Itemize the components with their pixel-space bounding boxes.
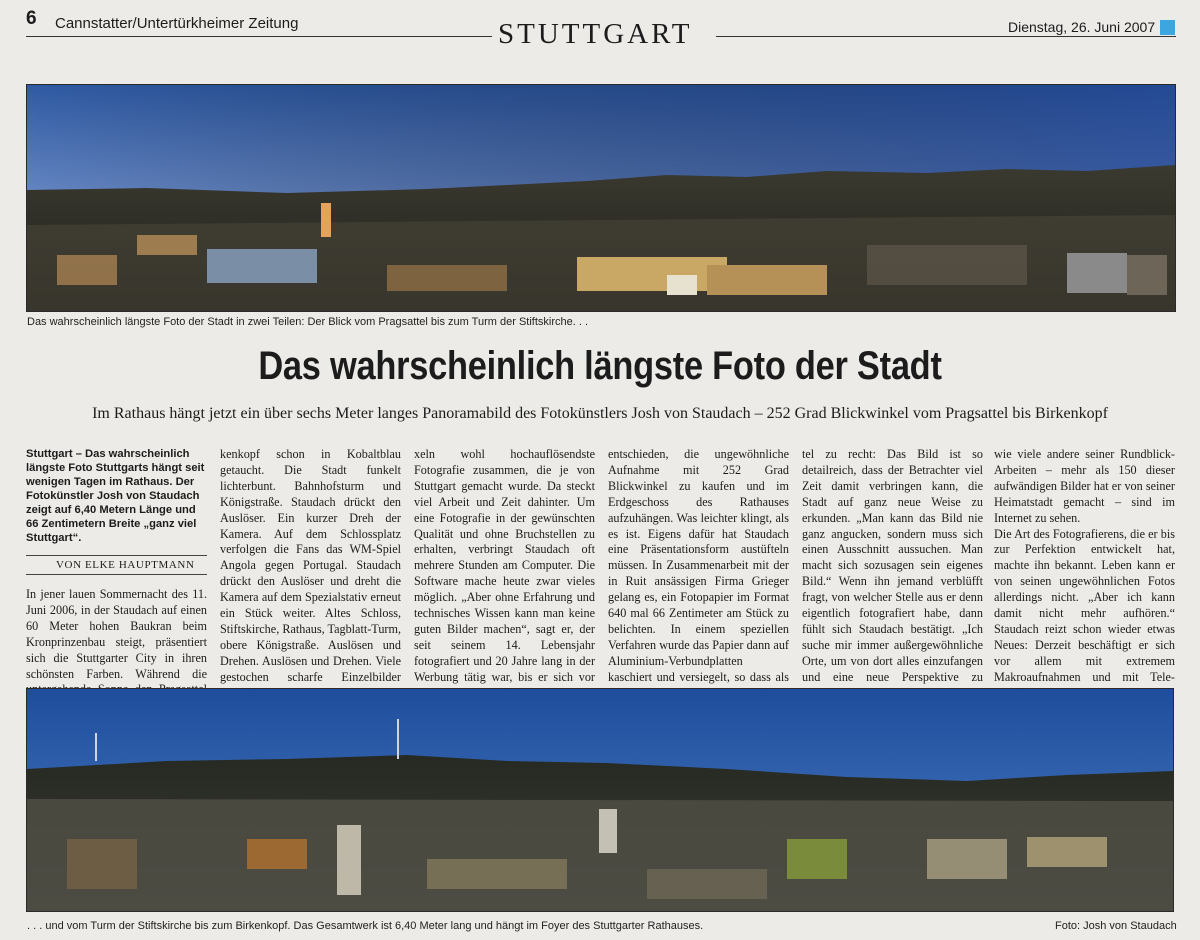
header-rule-right	[716, 36, 1176, 37]
page-header	[0, 0, 1200, 50]
top-photo-caption: Das wahrscheinlich längste Foto der Stadt in zwei Teilen: Der Blick vom Pragsattel bis zum Turm der Stiftskirche. . .	[27, 316, 589, 328]
body-paragraph: Die Art des Fotografierens, die er bis zur Perfektion entwickelt hat, machte ihn bekannt. Leben kann er von seinen ungewöhnlichen Fotos allerdings nicht. „Aber ich kann damit nicht mehr aufhören.“ Staudach reizt schon wieder etwas Neues: Derzeit beschäftigt er sich vor allem mit extremem Makroaufnahmen und mit Tele-	[994, 526, 1175, 684]
issue-date: Dienstag, 26. Juni 2007	[1008, 19, 1156, 35]
photo-credit: Foto: Josh von Staudach	[1055, 920, 1177, 932]
headline: Das wahrscheinlich längste Foto der Stadt	[258, 344, 942, 388]
lead-paragraph: Stuttgart – Das wahrscheinlich längste Foto Stuttgarts hängt seit wenigen Tagen im Rathaus. Der Fotokünstler Josh von Staudach zeigt auf 6,40 Metern Länge und 66 Zentimetern Breite „ganz viel Stuttgart“.	[26, 448, 205, 544]
body-paragraph: wie viele andere seiner Rundblick-Arbeiten – mehr als 150 dieser aufwändigen Bilder hat er von seiner Heimatstadt gemacht – sind im Internet zu sehen.	[994, 447, 1175, 525]
byline-rule-bottom	[26, 574, 207, 575]
panorama-photo-top	[26, 84, 1176, 312]
article-column-1	[26, 447, 207, 714]
byline-rule-top	[26, 555, 207, 556]
body-paragraph: In jener lauen Sommernacht des 11. Juni 2006, in der Staudach auf einen 60 Meter hohen Baukran beim Kronprinzenbau steigt, präsentiert sich die Stuttgarter City in ihren schönsten Farben. Während die	[26, 587, 207, 681]
body-paragraph: xeln wohl hochauflösendste Fotografie zusammen, die je von Stuttgart gemacht wurde. Da steckt viel Arbeit und Zeit dahinter. Um eine Fotografie in der gewünschten Qualität und ohne Bruchstellen zu erhalten, verbringt Staudach oft mehrere Stunden am Computer. Die Software mache heute zwar vieles möglich. „Aber ohne Erfahrung und technisches Wissen kann man keine guten Bilder machen“, sagt er, der seit seinem 14. Lebensjahr fotografiert und 20 Jahre lang in der Werbung tätig war, bis er sich vor	[414, 447, 595, 684]
subheadline: Im Rathaus hängt jetzt ein über sechs Meter langes Panoramabild des Fotokünstlers Josh von Staudach – 252 Grad Blickwinkel vom Pragsattel bis Birkenkopf	[92, 405, 1108, 422]
body-paragraph: kenkopf schon in Kobaltblau getaucht. Die Stadt funkelt lichterbunt. Bahnhofsturm und Königstraße. Staudach drückt den Auslöser. Ein kurzer Dreh der Kamera. Auf dem Schlossplatz verfolgen die Fans das WM-Spiel Angola gegen Portugal. Staudach drückt den Auslöser und dreht die Kamera auf dem Spezialstativ erneut ein Stück weiter. Altes Schloss, Stiftskirche, Rathaus, Tagblatt-Turm, obere Königstraße. Auslösen und Drehen. Auslösen und Drehen. Viele gestochen scharfe Einzelbilder	[220, 447, 401, 684]
byline: VON ELKE HAUPTMANN	[56, 559, 195, 571]
bottom-photo-caption: . . . und vom Turm der Stiftskirche bis zum Birkenkopf. Das Gesamtwerk ist 6,40 Meter lang und hängt im Foyer des Stuttgarter Rathauses.	[27, 920, 704, 932]
section-title: STUTTGART	[494, 18, 696, 51]
body-paragraph: tel zu recht: Das Bild ist so detailreich, dass der Betrachter viel Zeit damit verbringen kann, die Stadt auf ganz neue Weise zu erkunden. „Man kann das Bild nie ganz angucken, sondern muss sich einen Ausschnitt aussuchen. Man macht sich sozusagen sein eigenes Bild.“ Wenn ihn jemand verblüfft fragt, von welcher Stelle aus er denn eigentlich fotografiert habe, dann fühlt sich Staudach bestätigt. „Ich suche mir immer außergewöhnliche Orte, um von dort alles einzufangen und eine neue Perspektive zu	[802, 447, 983, 684]
page-number: 6	[26, 8, 37, 29]
header-rule-left	[26, 36, 492, 37]
panorama-photo-bottom	[26, 688, 1174, 912]
section-color-marker	[1160, 20, 1175, 35]
body-paragraph: entschieden, die ungewöhnliche Aufnahme mit 252 Grad Blickwinkel zu kaufen und im Erdgeschoss des Rathauses aufzuhängen. Was leichter klingt, als es ist. Eigens dafür hat Staudach eine Präsentationsform austüfteln müssen. In Zusammenarbeit mit der in Ruit ansässigen Firma Grieger gelang es, ein Fotopapier im Format 640 mal 66 Zentimeter am Stück zu belichten. In einem speziellen Verfahren wurde das Papier dann auf Aluminium-Verbundplatten kaschiert und versiegelt, so dass als	[608, 447, 789, 684]
newspaper-name: Cannstatter/Untertürkheimer Zeitung	[55, 15, 299, 32]
